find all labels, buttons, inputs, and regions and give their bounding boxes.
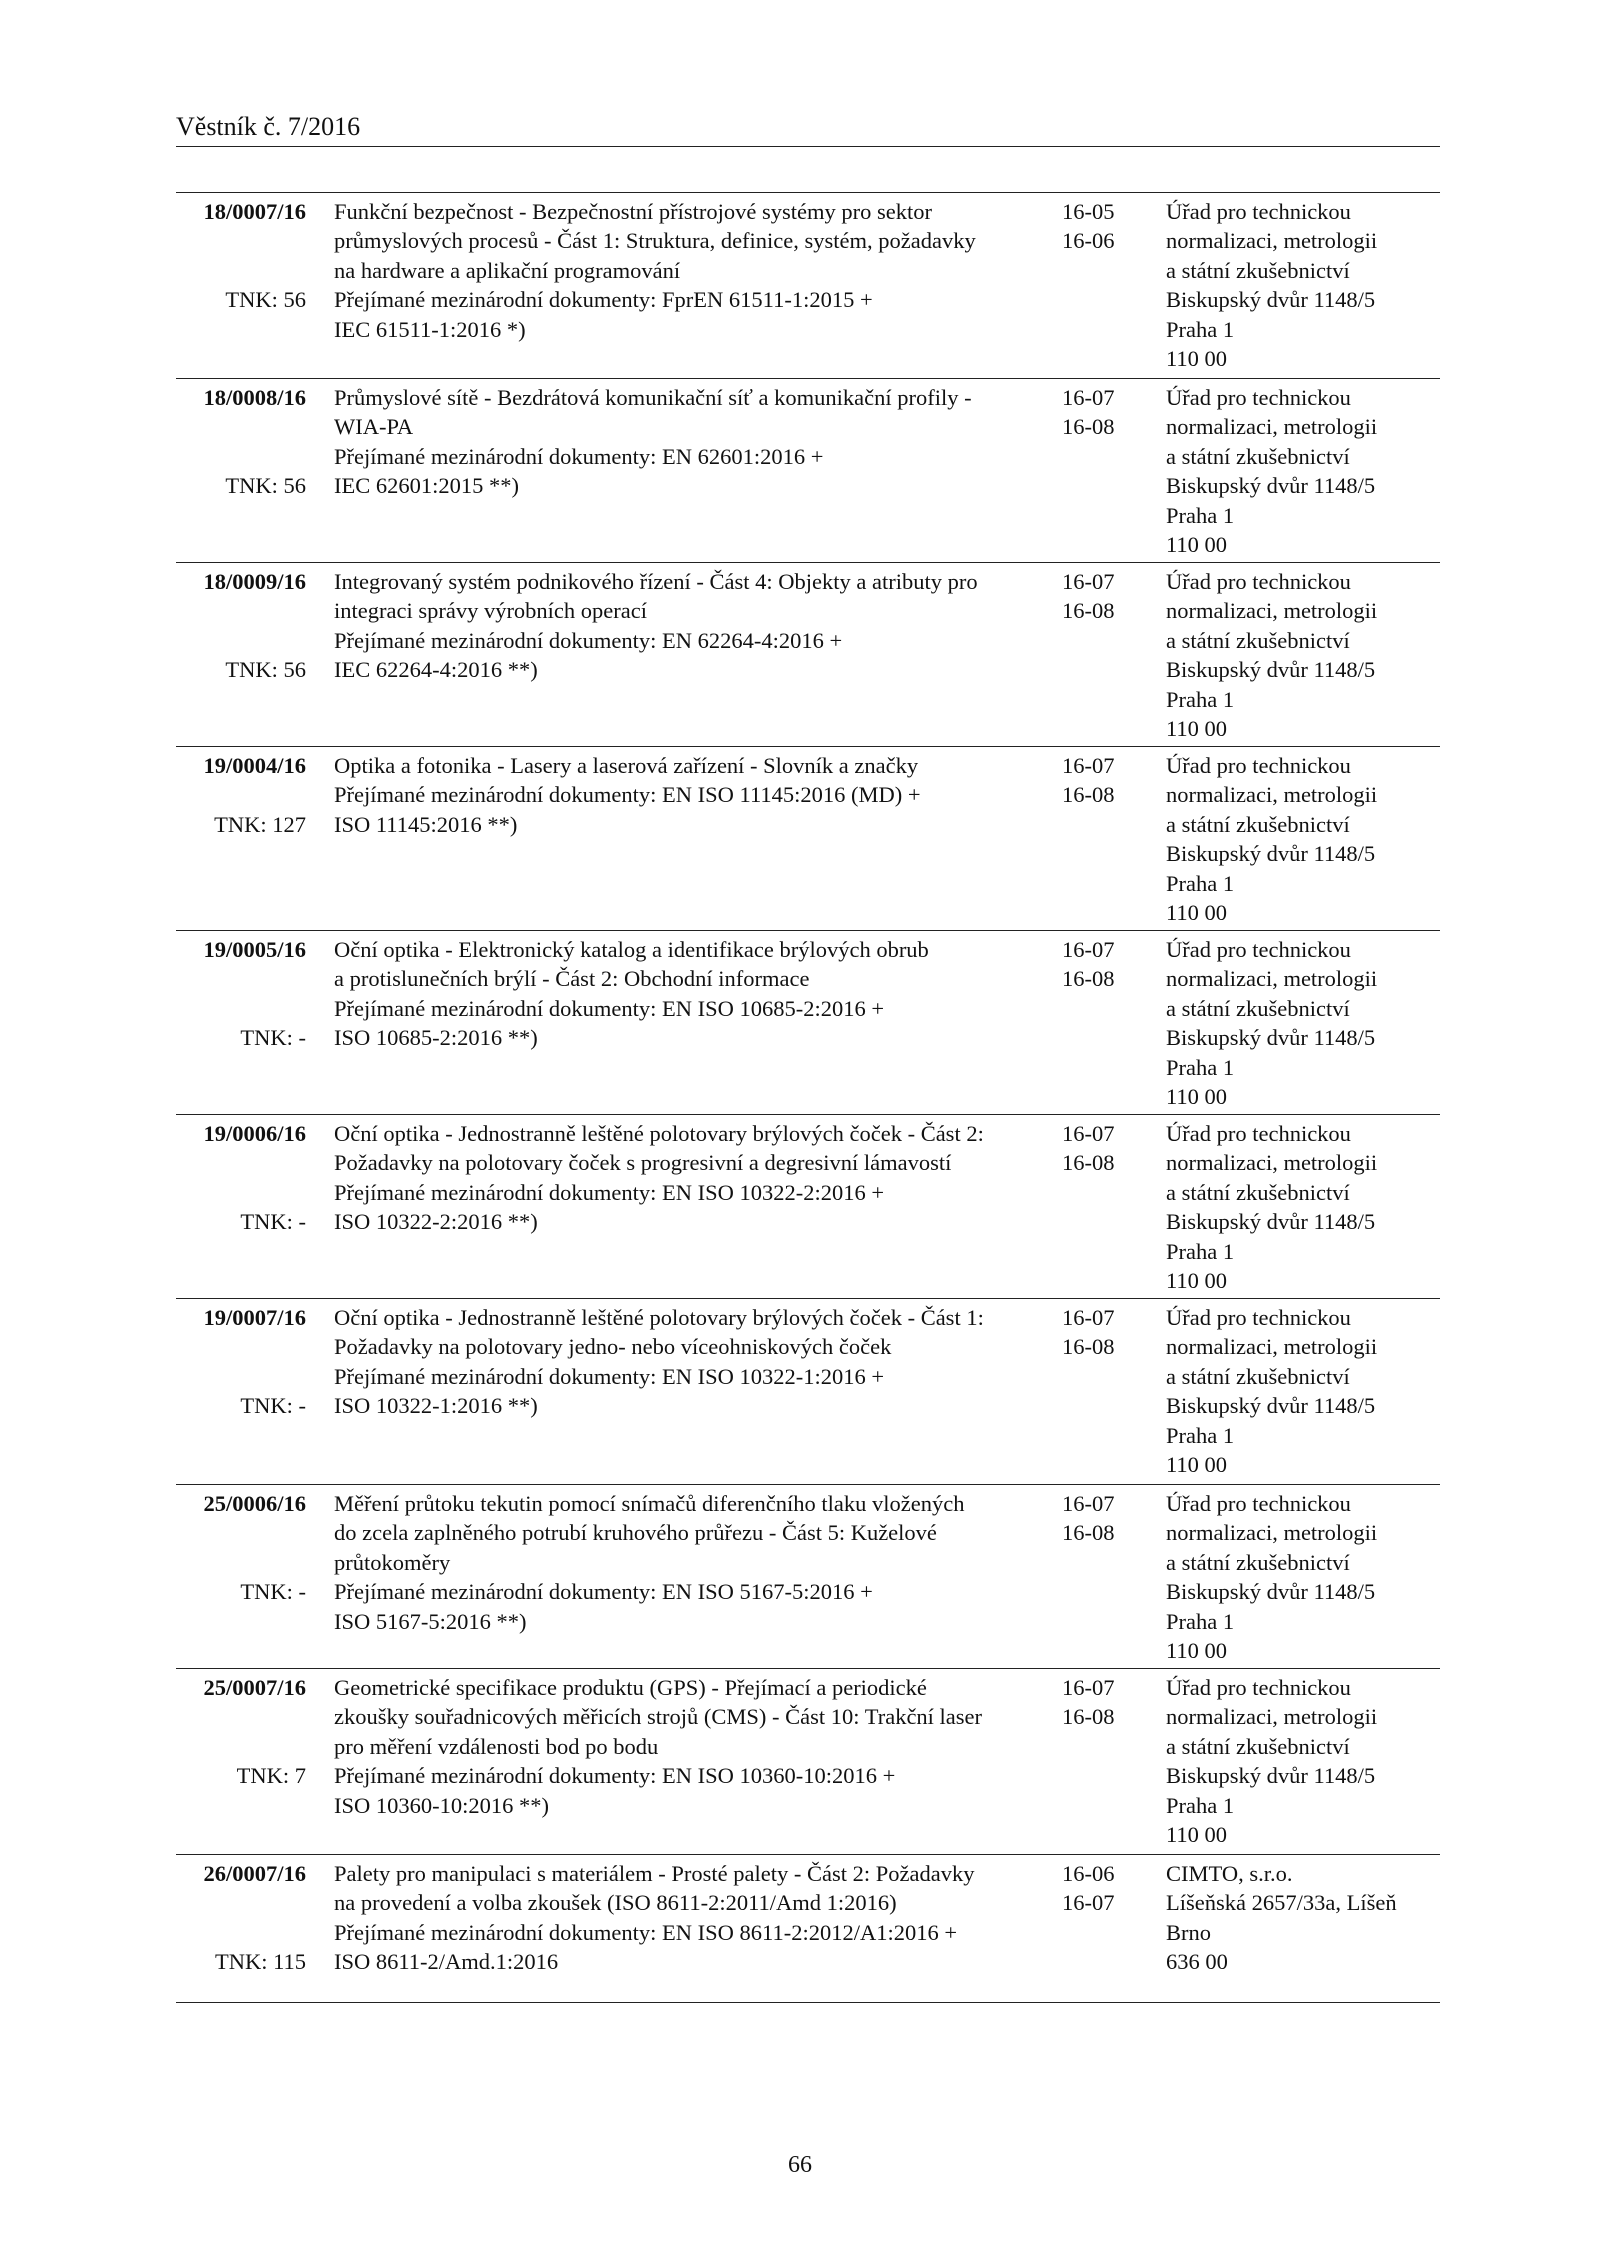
title-line: Požadavky na polotovary čoček s progresivní a degresivní lámavostí (334, 1150, 952, 1176)
tnk-label: TNK: - (240, 1393, 306, 1419)
tnk-label: TNK: 56 (225, 287, 306, 313)
address-line: Biskupský dvůr 1148/5 (1166, 1579, 1376, 1605)
address-line: Úřad pro technickou (1166, 1675, 1351, 1700)
title-line: Přejímané mezinárodní dokumenty: EN ISO 10322-2:2016 + (334, 1179, 885, 1205)
title-line: Geometrické specifikace produktu (GPS) - Přejímací a periodické (334, 1675, 927, 1700)
entry-address-cell (1166, 1859, 1440, 1977)
date-value: 16-08 (1062, 598, 1115, 624)
address-line: Biskupský dvůr 1148/5 (1166, 657, 1376, 683)
tnk-label: TNK: - (240, 1579, 306, 1605)
table-row (176, 379, 1440, 563)
entry-id-cell (176, 567, 306, 683)
entry-address-cell (1166, 383, 1440, 559)
address-line: Praha 1 (1166, 316, 1235, 342)
entry-id-cell (176, 383, 306, 499)
address-line: Biskupský dvůr 1148/5 (1166, 473, 1376, 499)
entry-dates-cell (1062, 1303, 1132, 1362)
title-line: Přejímané mezinárodní dokumenty: EN 62264-4:2016 + (334, 627, 843, 653)
address-line: normalizaci, metrologii (1166, 1334, 1378, 1360)
address-line: a státní zkušebnictví (1166, 811, 1350, 837)
title-line: ISO 11145:2016 **) (334, 811, 518, 837)
standards-table (176, 192, 1440, 2003)
entry-number: 18/0007/16 (203, 199, 306, 224)
title-line: ISO 10360-10:2016 **) (334, 1792, 549, 1818)
date-value: 16-08 (1062, 1704, 1115, 1730)
entry-title-cell (334, 1673, 1034, 1820)
address-line: 110 00 (1166, 1084, 1228, 1110)
entry-id-cell (176, 751, 306, 837)
address-line: a státní zkušebnictví (1166, 1363, 1350, 1389)
title-line: IEC 61511-1:2016 *) (334, 316, 526, 342)
title-line: Optika a fotonika - Lasery a laserová zařízení - Slovník a značky (334, 753, 919, 778)
title-line: ISO 5167-5:2016 **) (334, 1608, 527, 1634)
title-line: Palety pro manipulaci s materiálem - Prosté palety - Část 2: Požadavky (334, 1861, 975, 1886)
entry-dates-cell (1062, 383, 1132, 442)
address-line: 110 00 (1166, 716, 1228, 742)
entry-id-cell (176, 197, 306, 313)
entry-number: 19/0005/16 (203, 937, 306, 962)
page-header (176, 112, 1440, 147)
date-value: 16-07 (1062, 1491, 1115, 1516)
tnk-label: TNK: 56 (225, 657, 306, 683)
title-line: Přejímané mezinárodní dokumenty: EN ISO 10685-2:2016 + (334, 995, 885, 1021)
address-line: Líšeňská 2657/33a, Líšeň (1166, 1890, 1397, 1916)
title-line: ISO 10685-2:2016 **) (334, 1025, 538, 1051)
entry-number: 25/0007/16 (203, 1675, 306, 1700)
title-line: Přejímané mezinárodní dokumenty: EN ISO 10360-10:2016 + (334, 1763, 896, 1789)
address-line: Praha 1 (1166, 870, 1235, 896)
address-line: Praha 1 (1166, 1238, 1235, 1264)
page-number: 66 (788, 2152, 812, 2178)
entry-id-cell (176, 1489, 306, 1605)
entry-address-cell (1166, 935, 1440, 1111)
table-row (176, 1669, 1440, 1855)
title-line: a protislunečních brýlí - Část 2: Obchodní informace (334, 966, 810, 992)
entry-number: 25/0006/16 (203, 1491, 306, 1516)
address-line: Biskupský dvůr 1148/5 (1166, 287, 1376, 313)
entry-title-cell (334, 751, 1034, 839)
date-value: 16-08 (1062, 1520, 1115, 1546)
date-value: 16-07 (1062, 385, 1115, 410)
title-line: Přejímané mezinárodní dokumenty: EN ISO 8611-2:2012/A1:2016 + (334, 1919, 958, 1945)
date-value: 16-08 (1062, 966, 1115, 992)
title-line: do zcela zaplněného potrubí kruhového průřezu - Část 5: Kuželové (334, 1520, 937, 1546)
address-line: normalizaci, metrologii (1166, 228, 1378, 254)
address-line: Praha 1 (1166, 1422, 1235, 1448)
address-line: a státní zkušebnictví (1166, 443, 1350, 469)
title-line: ISO 8611-2/Amd.1:2016 (334, 1949, 559, 1975)
address-line: Praha 1 (1166, 1054, 1235, 1080)
address-line: 110 00 (1166, 900, 1228, 926)
tnk-label: TNK: 127 (214, 811, 306, 837)
title-line: Přejímané mezinárodní dokumenty: FprEN 61511-1:2015 + (334, 287, 873, 313)
table-row (176, 931, 1440, 1115)
title-line: IEC 62601:2015 **) (334, 473, 519, 499)
title-line: Přejímané mezinárodní dokumenty: EN ISO 10322-1:2016 + (334, 1363, 885, 1389)
address-line: normalizaci, metrologii (1166, 414, 1378, 440)
address-line: 110 00 (1166, 1822, 1228, 1848)
address-line: a státní zkušebnictví (1166, 257, 1350, 283)
entry-dates-cell (1062, 1859, 1132, 1918)
date-value: 16-07 (1062, 937, 1115, 962)
table-row (176, 193, 1440, 379)
title-line: Funkční bezpečnost - Bezpečnostní přístrojové systémy pro sektor (334, 199, 932, 224)
address-line: Praha 1 (1166, 1792, 1235, 1818)
tnk-label: TNK: - (240, 1209, 306, 1235)
address-line: Praha 1 (1166, 1608, 1235, 1634)
entry-dates-cell (1062, 197, 1132, 256)
entry-address-cell (1166, 1489, 1440, 1665)
address-line: Biskupský dvůr 1148/5 (1166, 1025, 1376, 1051)
title-line: Požadavky na polotovary jedno- nebo víceohniskových čoček (334, 1334, 892, 1360)
address-line: 110 00 (1166, 1638, 1228, 1664)
date-value: 16-07 (1062, 1305, 1115, 1330)
entry-title-cell (334, 1859, 1034, 1977)
address-line: Biskupský dvůr 1148/5 (1166, 1209, 1376, 1235)
address-line: 110 00 (1166, 1452, 1228, 1478)
tnk-label: TNK: 56 (225, 473, 306, 499)
entry-title-cell (334, 567, 1034, 685)
title-line: Integrovaný systém podnikového řízení - Část 4: Objekty a atributy pro (334, 569, 978, 594)
entry-address-cell (1166, 197, 1440, 373)
title-line: Průmyslové sítě - Bezdrátová komunikační síť a komunikační profily - (334, 385, 972, 410)
title-line: ISO 10322-2:2016 **) (334, 1209, 538, 1235)
table-row (176, 1299, 1440, 1485)
entry-number: 26/0007/16 (203, 1861, 306, 1886)
address-line: a státní zkušebnictví (1166, 1549, 1350, 1575)
title-line: průtokoměry (334, 1549, 451, 1575)
address-line: Úřad pro technickou (1166, 1121, 1351, 1146)
date-value: 16-07 (1062, 1890, 1115, 1916)
date-value: 16-08 (1062, 414, 1115, 440)
address-line: a státní zkušebnictví (1166, 1733, 1350, 1759)
title-line: zkoušky souřadnicových měřicích strojů (CMS) - Část 10: Trakční laser (334, 1704, 983, 1730)
entry-address-cell (1166, 1119, 1440, 1295)
address-line: 110 00 (1166, 1268, 1228, 1294)
entry-dates-cell (1062, 1489, 1132, 1548)
address-line: normalizaci, metrologii (1166, 1150, 1378, 1176)
date-value: 16-07 (1062, 1121, 1115, 1146)
date-value: 16-06 (1062, 1861, 1115, 1886)
title-line: Přejímané mezinárodní dokumenty: EN 62601:2016 + (334, 443, 824, 469)
date-value: 16-05 (1062, 199, 1115, 224)
table-row (176, 1855, 1440, 2003)
entry-title-cell (334, 935, 1034, 1053)
tnk-label: TNK: - (240, 1025, 306, 1051)
address-line: Brno (1166, 1919, 1211, 1945)
title-line: na hardware a aplikační programování (334, 257, 681, 283)
address-line: Biskupský dvůr 1148/5 (1166, 841, 1376, 867)
entry-id-cell (176, 1673, 306, 1789)
date-value: 16-07 (1062, 753, 1115, 778)
title-line: Přejímané mezinárodní dokumenty: EN ISO 5167-5:2016 + (334, 1579, 873, 1605)
address-line: Biskupský dvůr 1148/5 (1166, 1393, 1376, 1419)
entry-dates-cell (1062, 1673, 1132, 1732)
address-line: a státní zkušebnictví (1166, 1179, 1350, 1205)
tnk-label: TNK: 115 (214, 1949, 306, 1975)
tnk-label: TNK: 7 (236, 1763, 306, 1789)
address-line: 110 00 (1166, 532, 1228, 558)
entry-address-cell (1166, 1303, 1440, 1479)
date-value: 16-06 (1062, 228, 1115, 254)
entry-title-cell (334, 1119, 1034, 1237)
title-line: Oční optika - Jednostranně leštěné polotovary brýlových čoček - Část 2: (334, 1121, 984, 1146)
date-value: 16-08 (1062, 782, 1115, 808)
entry-address-cell (1166, 567, 1440, 743)
title-line: WIA-PA (334, 414, 414, 440)
entry-dates-cell (1062, 1119, 1132, 1178)
title-line: průmyslových procesů - Část 1: Struktura, definice, systém, požadavky (334, 228, 976, 254)
title-line: Měření průtoku tekutin pomocí snímačů diferenčního tlaku vložených (334, 1491, 965, 1516)
address-line: normalizaci, metrologii (1166, 966, 1378, 992)
title-line: integraci správy výrobních operací (334, 598, 648, 624)
entry-id-cell (176, 1859, 306, 1975)
entry-number: 18/0009/16 (203, 569, 306, 594)
entry-title-cell (334, 1303, 1034, 1421)
address-line: a státní zkušebnictví (1166, 995, 1350, 1021)
address-line: normalizaci, metrologii (1166, 1704, 1378, 1730)
address-line: 636 00 (1166, 1949, 1228, 1975)
entry-number: 19/0007/16 (203, 1305, 306, 1330)
address-line: normalizaci, metrologii (1166, 1520, 1378, 1546)
date-value: 16-07 (1062, 569, 1115, 594)
table-row (176, 1115, 1440, 1299)
address-line: normalizaci, metrologii (1166, 782, 1378, 808)
entry-id-cell (176, 1303, 306, 1419)
journal-title: Věstník č. 7/2016 (176, 112, 361, 141)
address-line: Úřad pro technickou (1166, 753, 1351, 778)
address-line: Praha 1 (1166, 502, 1235, 528)
entry-id-cell (176, 1119, 306, 1235)
address-line: Úřad pro technickou (1166, 1305, 1351, 1330)
entry-number: 18/0008/16 (203, 385, 306, 410)
title-line: Přejímané mezinárodní dokumenty: EN ISO 11145:2016 (MD) + (334, 782, 921, 808)
address-line: Biskupský dvůr 1148/5 (1166, 1763, 1376, 1789)
entry-id-cell (176, 935, 306, 1051)
entry-dates-cell (1062, 751, 1132, 810)
address-line: Úřad pro technickou (1166, 199, 1351, 224)
date-value: 16-08 (1062, 1150, 1115, 1176)
table-row (176, 1485, 1440, 1669)
title-line: IEC 62264-4:2016 **) (334, 657, 538, 683)
title-line: pro měření vzdálenosti bod po bodu (334, 1733, 659, 1759)
date-value: 16-07 (1062, 1675, 1115, 1700)
entry-dates-cell (1062, 567, 1132, 626)
address-line: Úřad pro technickou (1166, 1491, 1351, 1516)
entry-address-cell (1166, 751, 1440, 927)
title-line: Oční optika - Jednostranně leštěné polotovary brýlových čoček - Část 1: (334, 1305, 984, 1330)
address-line: a státní zkušebnictví (1166, 627, 1350, 653)
address-line: Praha 1 (1166, 686, 1235, 712)
address-line: Úřad pro technickou (1166, 937, 1351, 962)
entry-dates-cell (1062, 935, 1132, 994)
entry-title-cell (334, 383, 1034, 501)
date-value: 16-08 (1062, 1334, 1115, 1360)
address-line: CIMTO, s.r.o. (1166, 1861, 1293, 1886)
address-line: normalizaci, metrologii (1166, 598, 1378, 624)
table-row (176, 747, 1440, 931)
entry-number: 19/0006/16 (203, 1121, 306, 1146)
address-line: Úřad pro technickou (1166, 569, 1351, 594)
address-line: 110 00 (1166, 346, 1228, 372)
table-row (176, 563, 1440, 747)
entry-title-cell (334, 197, 1034, 344)
entry-address-cell (1166, 1673, 1440, 1849)
entry-number: 19/0004/16 (203, 753, 306, 778)
title-line: na provedení a volba zkoušek (ISO 8611-2:2011/Amd 1:2016) (334, 1890, 897, 1916)
entry-title-cell (334, 1489, 1034, 1636)
title-line: ISO 10322-1:2016 **) (334, 1393, 538, 1419)
title-line: Oční optika - Elektronický katalog a identifikace brýlových obrub (334, 937, 929, 962)
address-line: Úřad pro technickou (1166, 385, 1351, 410)
